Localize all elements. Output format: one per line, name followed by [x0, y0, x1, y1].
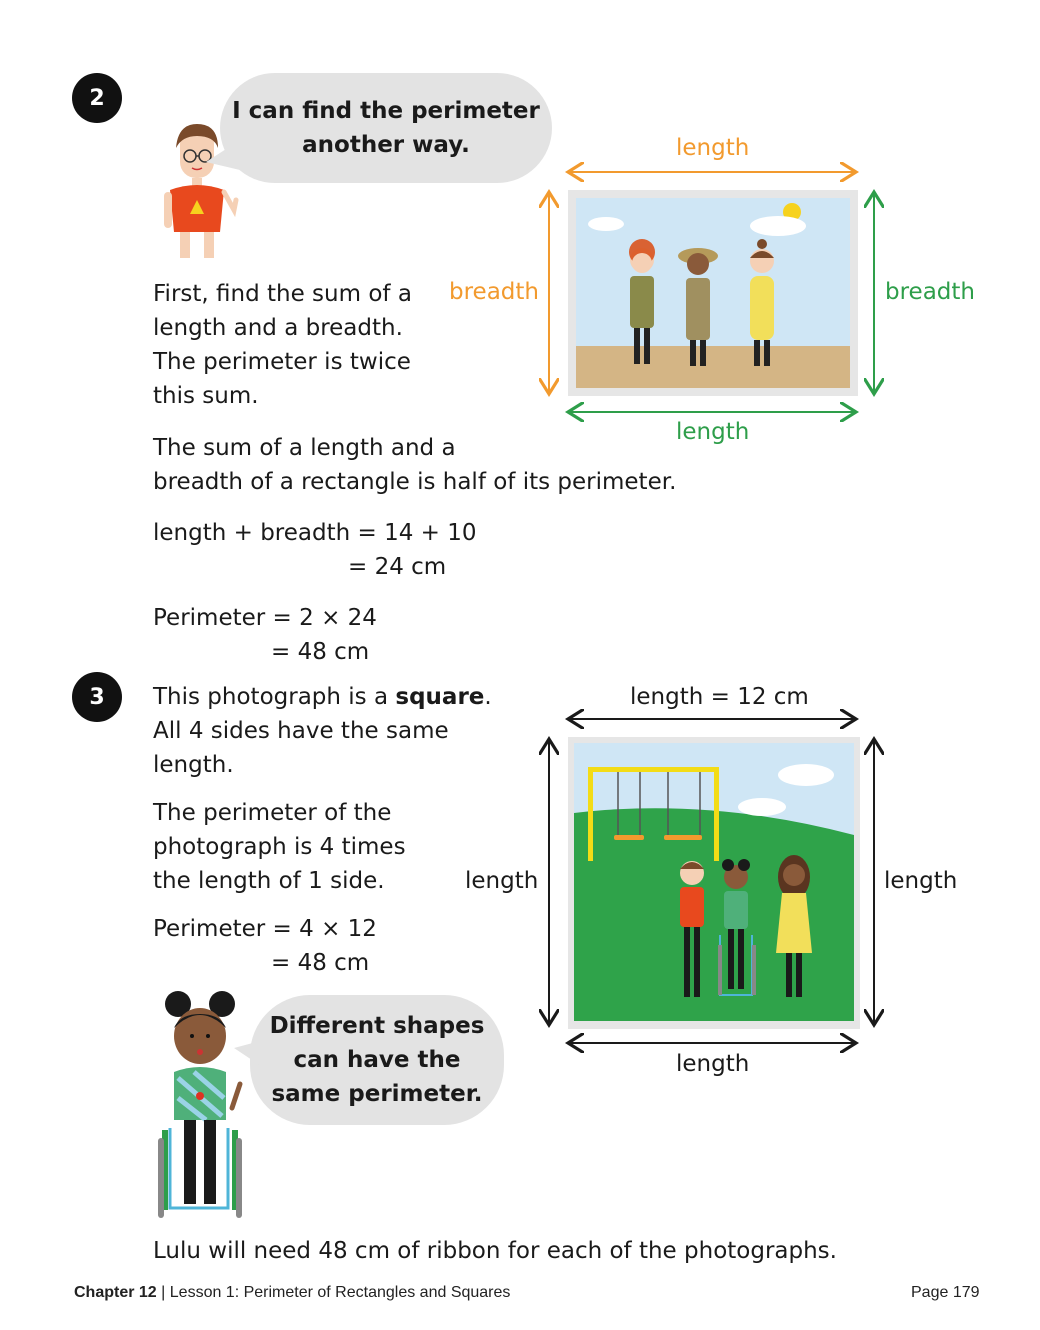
- conclusion-text: Lulu will need 48 cm of ribbon for each of the photographs.: [153, 1238, 837, 1264]
- speech-line-1: I can find the perimeter: [232, 98, 540, 124]
- text-line: length.: [153, 752, 234, 778]
- speech-bubble-tail: [234, 1040, 264, 1068]
- perimeter-equation: Perimeter = 2 × 24: [153, 605, 377, 631]
- text-line: the length of 1 side.: [153, 868, 385, 894]
- speech-line-2: can have the: [293, 1047, 461, 1073]
- label-right-length: length: [884, 868, 958, 894]
- girl-illustration: [148, 988, 258, 1218]
- sum-equation: length + breadth = 14 + 10: [153, 520, 477, 546]
- footer-chapter: Chapter 12: [74, 1284, 157, 1301]
- text-line: The perimeter of the: [153, 800, 392, 826]
- text-line: The perimeter is twice: [153, 349, 411, 375]
- speech-bubble-boy: [220, 73, 552, 183]
- speech-bubble-girl: [250, 995, 504, 1125]
- text-span: This photograph is a: [153, 684, 396, 710]
- text-line: The sum of a length and a: [153, 435, 456, 461]
- speech-line-2: another way.: [302, 132, 470, 158]
- text-line: breadth of a rectangle is half of its perimeter.: [153, 469, 677, 495]
- square-perimeter-equation: Perimeter = 4 × 12: [153, 916, 377, 942]
- footer-page-number: Page 179: [911, 1284, 980, 1301]
- square-perimeter-result: = 48 cm: [271, 950, 370, 976]
- speech-line-1: Different shapes: [269, 1013, 485, 1039]
- footer-separator: |: [161, 1284, 166, 1301]
- footer-lesson: Lesson 1: Perimeter of Rectangles and Squares: [169, 1284, 511, 1301]
- speech-bubble-tail: [206, 140, 240, 170]
- text-line: this sum.: [153, 383, 259, 409]
- label-left-length: length: [465, 868, 539, 894]
- text-span: .: [484, 684, 492, 710]
- label-bottom-length: length: [676, 1051, 750, 1077]
- step-number-3: 3: [72, 672, 122, 722]
- label-bottom-length: length: [676, 419, 750, 445]
- text-line: First, find the sum of a: [153, 281, 412, 307]
- instruction-paragraph: [153, 277, 412, 413]
- perimeter-explanation: [153, 796, 406, 898]
- text-line: length and a breadth.: [153, 315, 403, 341]
- text-line: All 4 sides have the same: [153, 718, 449, 744]
- label-left-breadth: breadth: [449, 279, 539, 305]
- label-right-breadth: breadth: [885, 279, 975, 305]
- speech-line-3: same perimeter.: [271, 1081, 483, 1107]
- rectangle-photo-diagram: [530, 160, 890, 425]
- footer-left: [74, 1284, 510, 1302]
- explanation-paragraph: [153, 431, 676, 499]
- perimeter-result: = 48 cm: [271, 639, 370, 665]
- text-line: photograph is 4 times: [153, 834, 406, 860]
- bold-term: square: [395, 684, 485, 710]
- text-line: [153, 680, 492, 714]
- label-top-length: length = 12 cm: [630, 684, 809, 710]
- label-top-length: length: [676, 135, 750, 161]
- sum-result: = 24 cm: [348, 554, 447, 580]
- square-photo-diagram: [530, 705, 890, 1055]
- square-paragraph: [153, 680, 492, 782]
- step-number-2: 2: [72, 73, 122, 123]
